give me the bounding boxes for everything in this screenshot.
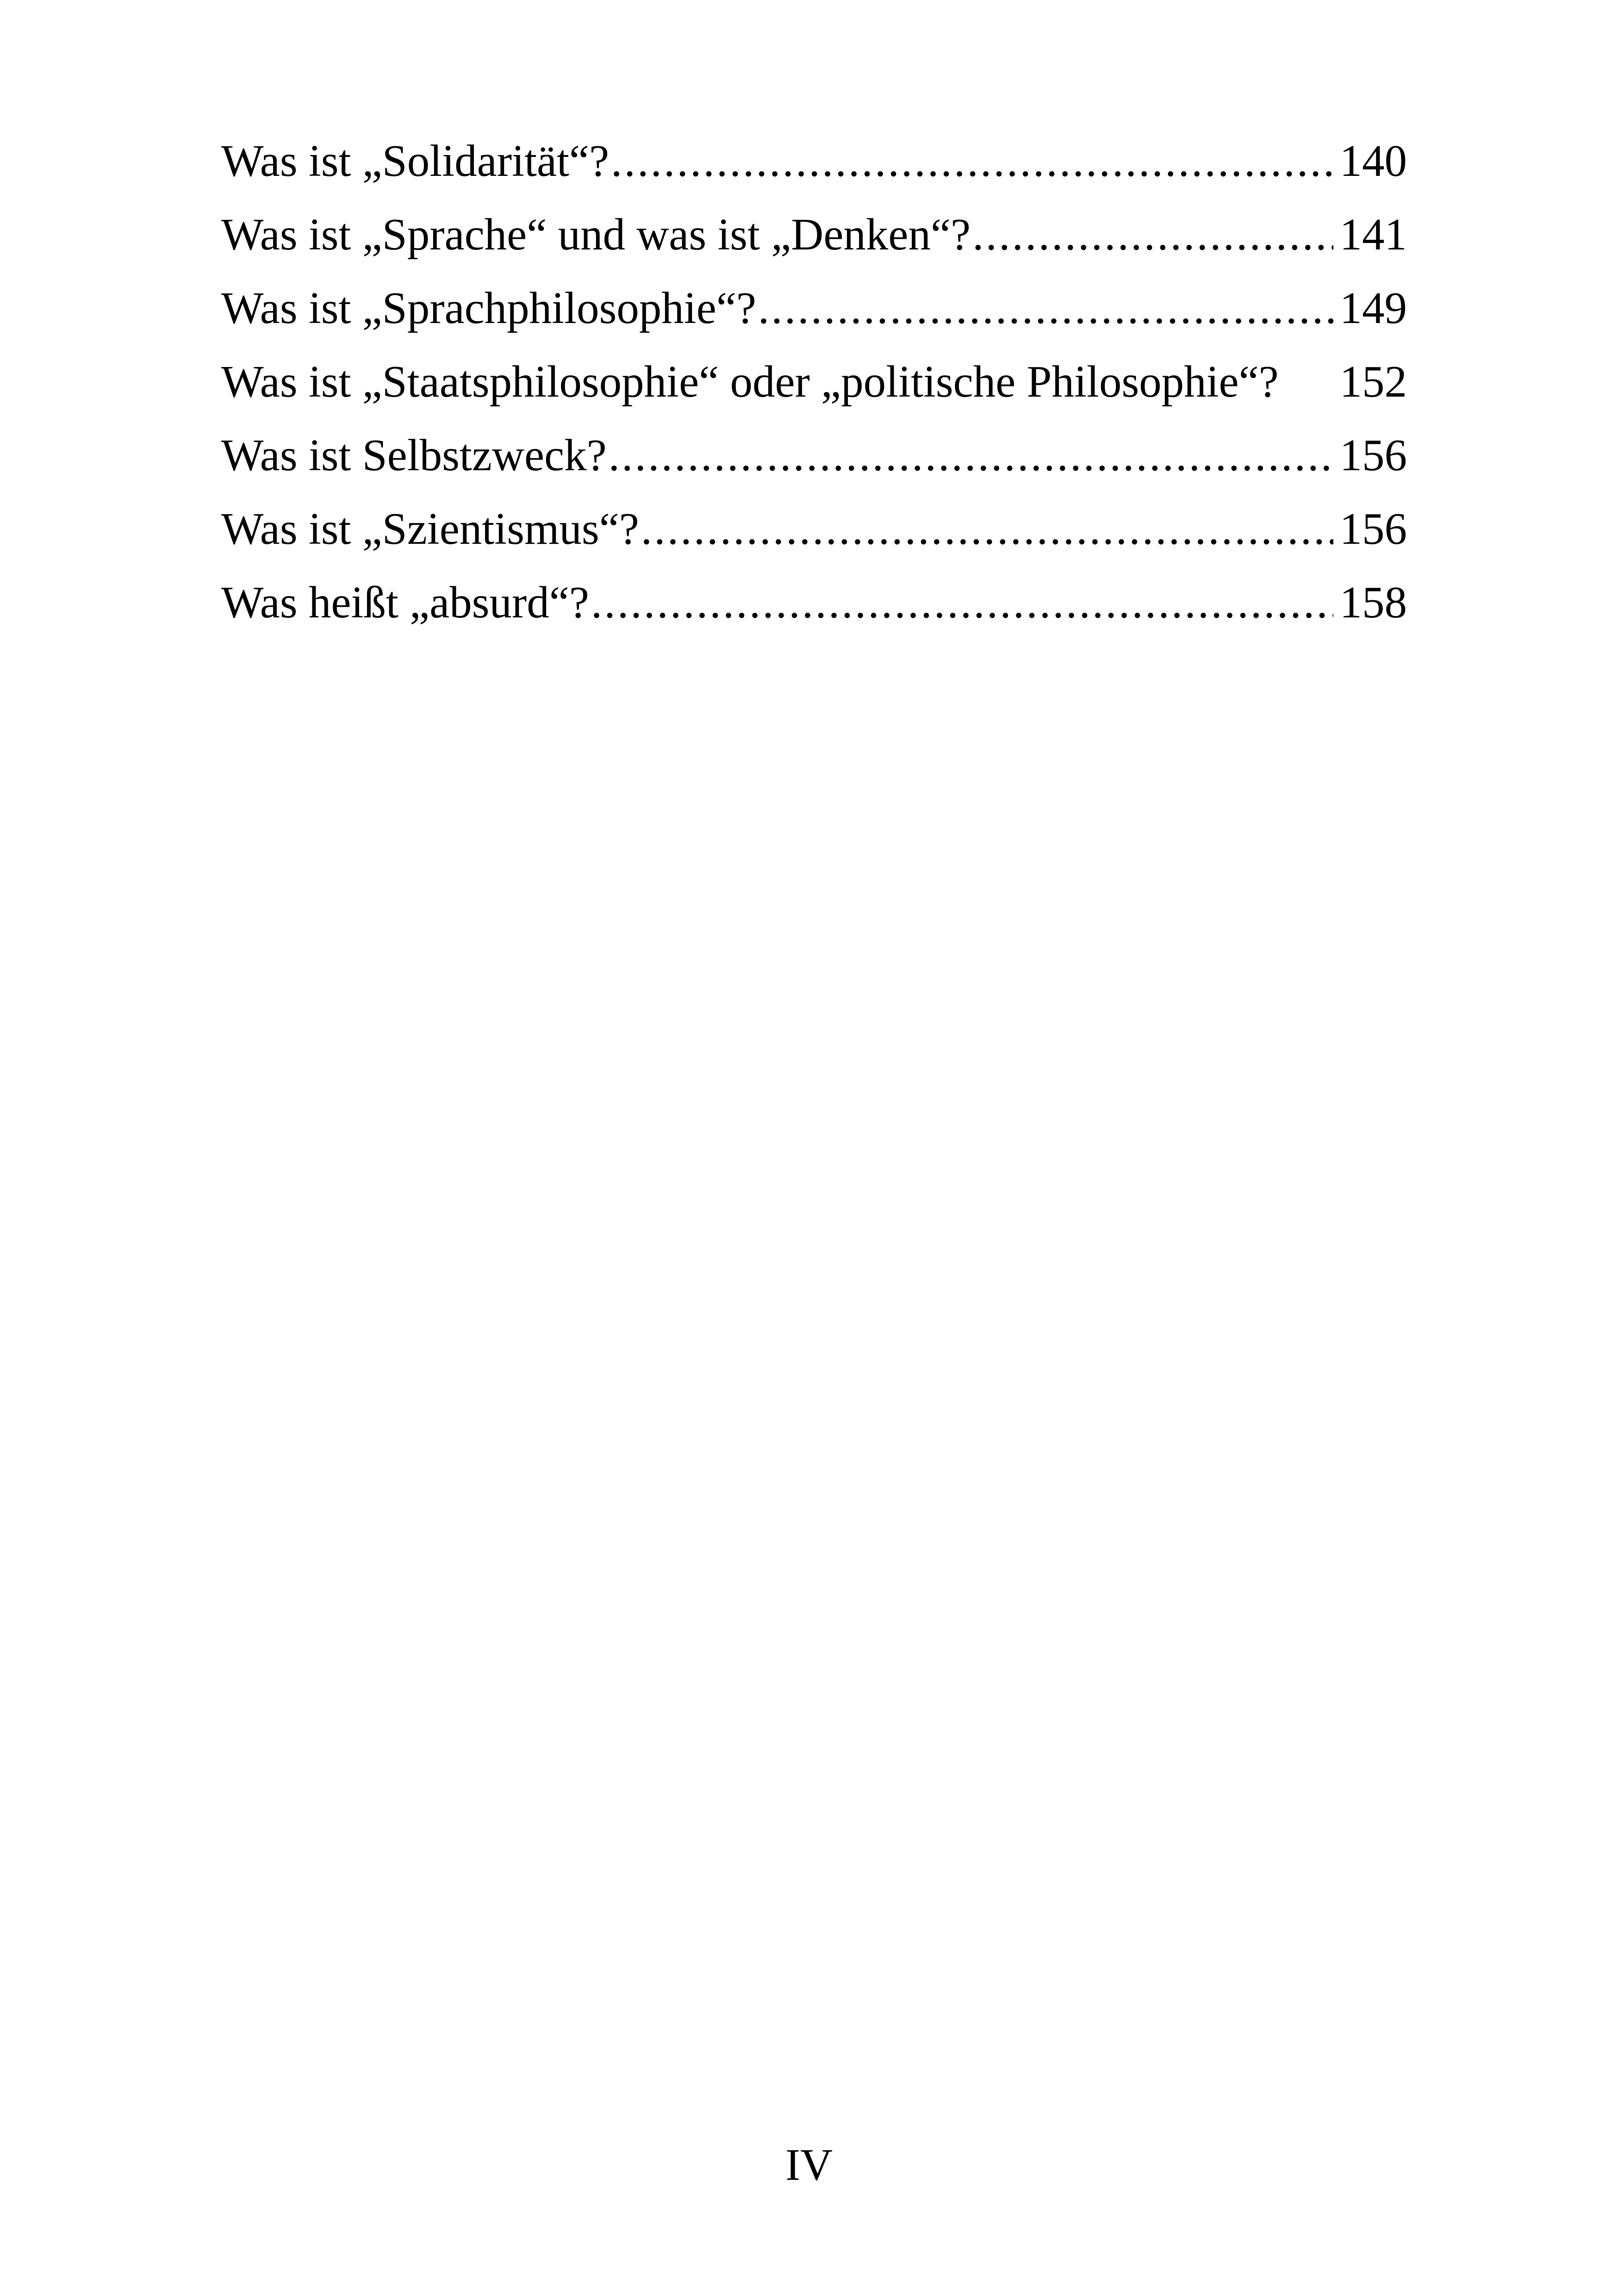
table-of-contents [221, 124, 1407, 639]
toc-leader-dots [609, 418, 1333, 492]
toc-entry-page: 140 [1339, 136, 1407, 186]
toc-entry-title: Was ist Selbstzweck? [221, 430, 607, 480]
toc-entry-page: 149 [1339, 283, 1407, 333]
toc-entry-page: 141 [1339, 210, 1407, 259]
toc-leader-dots [972, 198, 1333, 271]
toc-leader-dots [611, 124, 1333, 198]
toc-leader-dots [591, 566, 1333, 639]
toc-entry-title: Was ist „Solidarität“? [221, 136, 609, 186]
toc-leader-dots [641, 492, 1333, 566]
toc-entry[interactable] [221, 566, 1407, 639]
toc-entry[interactable] [221, 492, 1407, 566]
toc-entry-page: 156 [1339, 430, 1407, 480]
toc-entry-title: Was ist „Sprache“ und was ist „Denken“? [221, 210, 971, 259]
toc-entry-page: 156 [1339, 504, 1407, 554]
page-number: IV [785, 2140, 833, 2190]
toc-leader-dots [758, 271, 1333, 345]
toc-entry-title: Was ist „Szientismus“? [221, 504, 639, 554]
toc-entry[interactable] [221, 198, 1407, 271]
toc-entry-title: Was heißt „absurd“? [221, 578, 589, 627]
toc-entry[interactable] [221, 345, 1407, 418]
toc-entry-title: Was ist „Sprachphilosophie“? [221, 283, 756, 333]
toc-entry[interactable] [221, 418, 1407, 492]
toc-entry[interactable] [221, 124, 1407, 198]
toc-entry-title: Was ist „Staatsphilosophie“ oder „politische Philosophie“? [221, 357, 1279, 406]
toc-entry-page: 152 [1339, 357, 1407, 406]
toc-entry[interactable] [221, 271, 1407, 345]
toc-entry-page: 158 [1339, 578, 1407, 627]
